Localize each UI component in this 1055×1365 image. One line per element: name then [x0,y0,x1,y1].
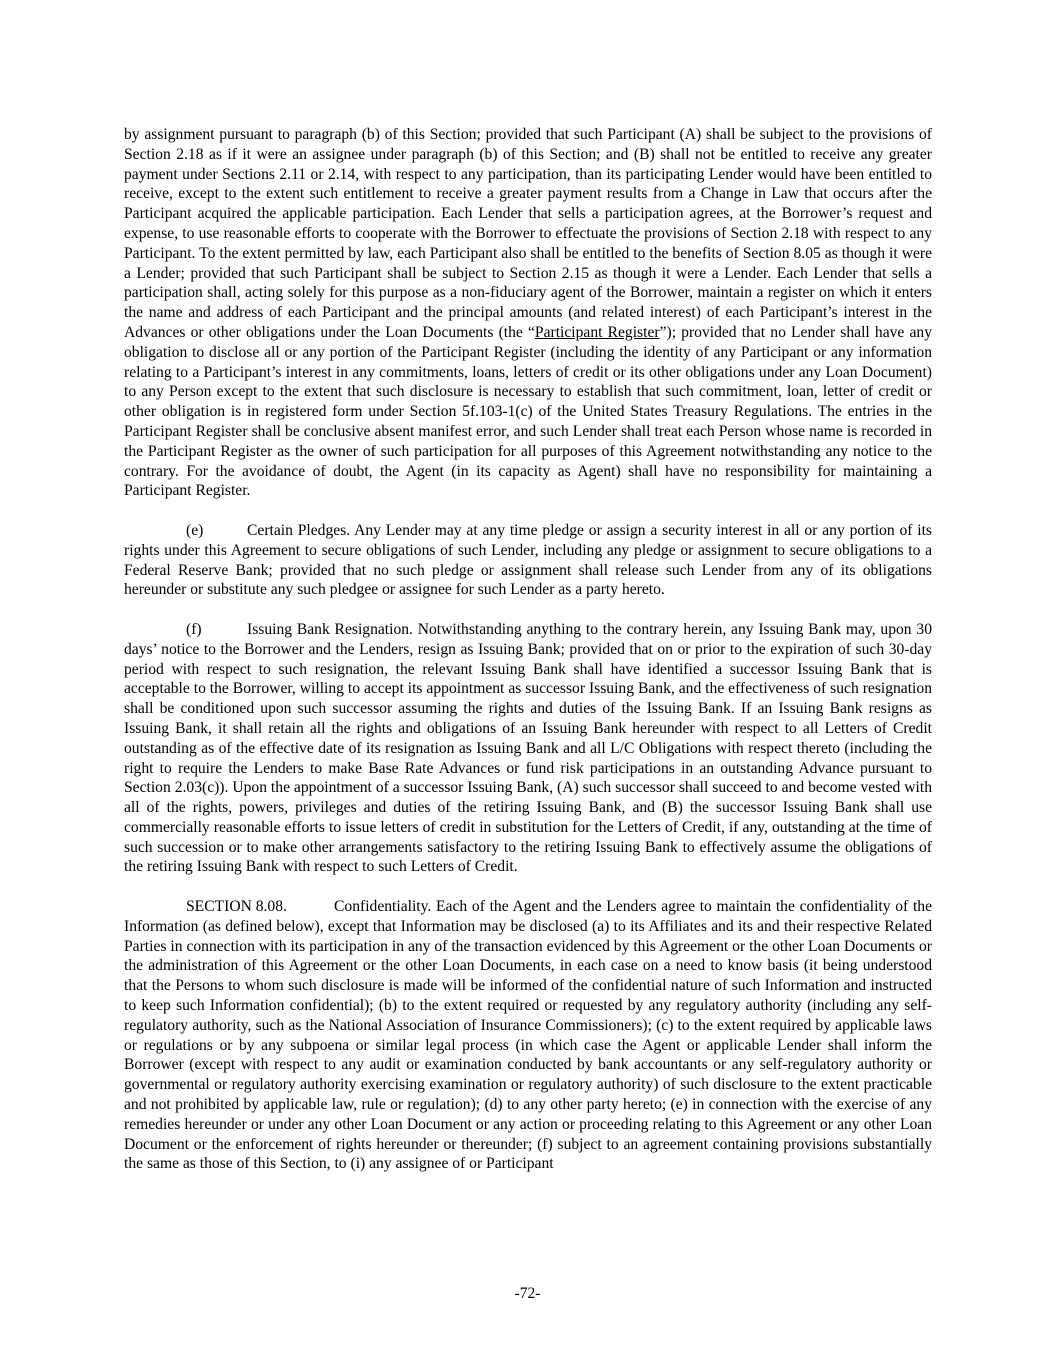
paragraph-text: Confidentiality. Each of the Agent and the Lenders agree to maintain the confidentiality of the Information (as defined below), except that Information may be disclosed (a) to its Affiliates and its and their respective Related Parties in connection with its participation in any of the transaction evidenced by this Agreement or the other Loan Documents or the administration of this Agreement or the other Loan Documents, in each case on a need to know basis (it being understood that the Persons to whom such disclosure is made will be informed of the confidential nature of such Information and instructed to keep such Information confidential); (b) to the extent required or requested by any regulatory authority (including any self-regulatory authority, such as the National Association of Insurance Commissioners); (c) to the extent required by applicable laws or regulations or by any subpoena or similar legal process (in which case the Agent or applicable Lender shall inform the Borrower (except with respect to any audit or examination conducted by bank accountants or any self-regulatory authority or governmental or regulatory authority exercising examination or regulatory authority) of such disclosure to the extent practicable and not prohibited by applicable law, rule or regulation); (d) to any other party hereto; (e) in connection with the exercise of any remedies hereunder or under any other Loan Document or any action or proceeding relating to this Agreement or any other Loan Document or the enforcement of rights hereunder or thereunder; (f) subject to an agreement containing provisions substantially the same as those of this Section, to (i) any assignee of or Participant [124,898,932,1173]
paragraph-text: ”); provided that no Lender shall have any obligation to disclose all or any portion of the Participant Register (including the identity of any Participant or any information relating to a Participant’s interest in any commitments, loans, letters of credit or its other obligations under any Loan Document) to any Person except to the extent that such disclosure is necessary to establish that such commitment, loan, letter of credit or other obligation is in registered form under Section 5f.103-1(c) of the United States Treasury Regulations. The entries in the Participant Register shall be conclusive absent manifest error, and such Lender shall treat each Person whose name is recorded in the Participant Register as the owner of such participation for all purposes of this Agreement notwithstanding any notice to the contrary. For the avoidance of doubt, the Agent (in its capacity as Agent) shall have no responsibility for maintaining a Participant Register. [124,323,932,500]
defined-term-participant-register: Participant Register [534,323,660,341]
paragraph-participant-register [124,125,932,501]
paragraph-certain-pledges [124,521,932,600]
section-8-08-confidentiality [124,897,932,1174]
paragraph-label: (e) [186,521,204,539]
paragraph-label: (f) [186,620,202,638]
paragraph-text: Certain Pledges. Any Lender may at any time pledge or assign a security interest in all or any portion of its rights under this Agreement to secure obligations of such Lender, including any pledge or assignment to secure obligations to a Federal Reserve Bank; provided that no such pledge or assignment shall release such Lender from any of its obligations hereunder or substitute any such pledgee or assignee for such Lender as a party hereto. [124,521,932,599]
paragraph-issuing-bank-resignation [124,620,932,877]
paragraph-text: by assignment pursuant to paragraph (b) of this Section; provided that such Participant (A) shall be subject to the provisions of Section 2.18 as if it were an assignee under paragraph (b) of this Section; and (B) shall not be entitled to receive any greater payment under Sections 2.11 or 2.14, with respect to any participation, than its participating Lender would have been entitled to receive, except to the extent such entitlement to receive a greater payment results from a Change in Law that occurs after the Participant acquired the applicable participation. Each Lender that sells a participation agrees, at the Borrower’s request and expense, to use reasonable efforts to cooperate with the Borrower to effectuate the provisions of Section 2.18 with respect to any Participant. To the extent permitted by law, each Participant also shall be entitled to the benefits of Section 8.05 as though it were a Lender; provided that such Participant shall be subject to Section 2.15 as though it were a Lender. Each Lender that sells a participation shall, acting solely for this purpose as a non-fiduciary agent of the Borrower, maintain a register on which it enters the name and address of each Participant and the principal amounts (and related interest) of each Participant’s interest in the Advances or other obligations under the Loan Documents (the “ [124,126,932,341]
section-label: SECTION 8.08. [186,898,287,916]
document-body [124,125,932,1194]
page-number: -72- [514,1285,541,1302]
paragraph-text: Issuing Bank Resignation. Notwithstanding anything to the contrary herein, any Issuing Bank may, upon 30 days’ notice to the Borrower and the Lenders, resign as Issuing Bank; provided that on or prior to the expiration of such 30-day period with respect to such resignation, the relevant Issuing Bank shall have identified a successor Issuing Bank that is acceptable to the Borrower, willing to accept its appointment as successor Issuing Bank, and the effectiveness of such resignation shall be conditioned upon such successor assuming the rights and duties of the Issuing Bank. If an Issuing Bank resigns as Issuing Bank, it shall retain all the rights and obligations of an Issuing Bank hereunder with respect to all Letters of Credit outstanding as of the effective date of its resignation as Issuing Bank and all L/C Obligations with respect thereto (including the right to require the Lenders to make Base Rate Advances or fund risk participations in an outstanding Advance pursuant to Section 2.03(c)). Upon the appointment of a successor Issuing Bank, (A) such successor shall succeed to and become vested with all of the rights, powers, privileges and duties of the retiring Issuing Bank, and (B) the successor Issuing Bank shall use commercially reasonable efforts to issue letters of credit in substitution for the Letters of Credit, if any, outstanding at the time of such succession or to make other arrangements satisfactory to the retiring Issuing Bank to effectively assume the obligations of the retiring Issuing Bank with respect to such Letters of Credit. [124,620,932,876]
